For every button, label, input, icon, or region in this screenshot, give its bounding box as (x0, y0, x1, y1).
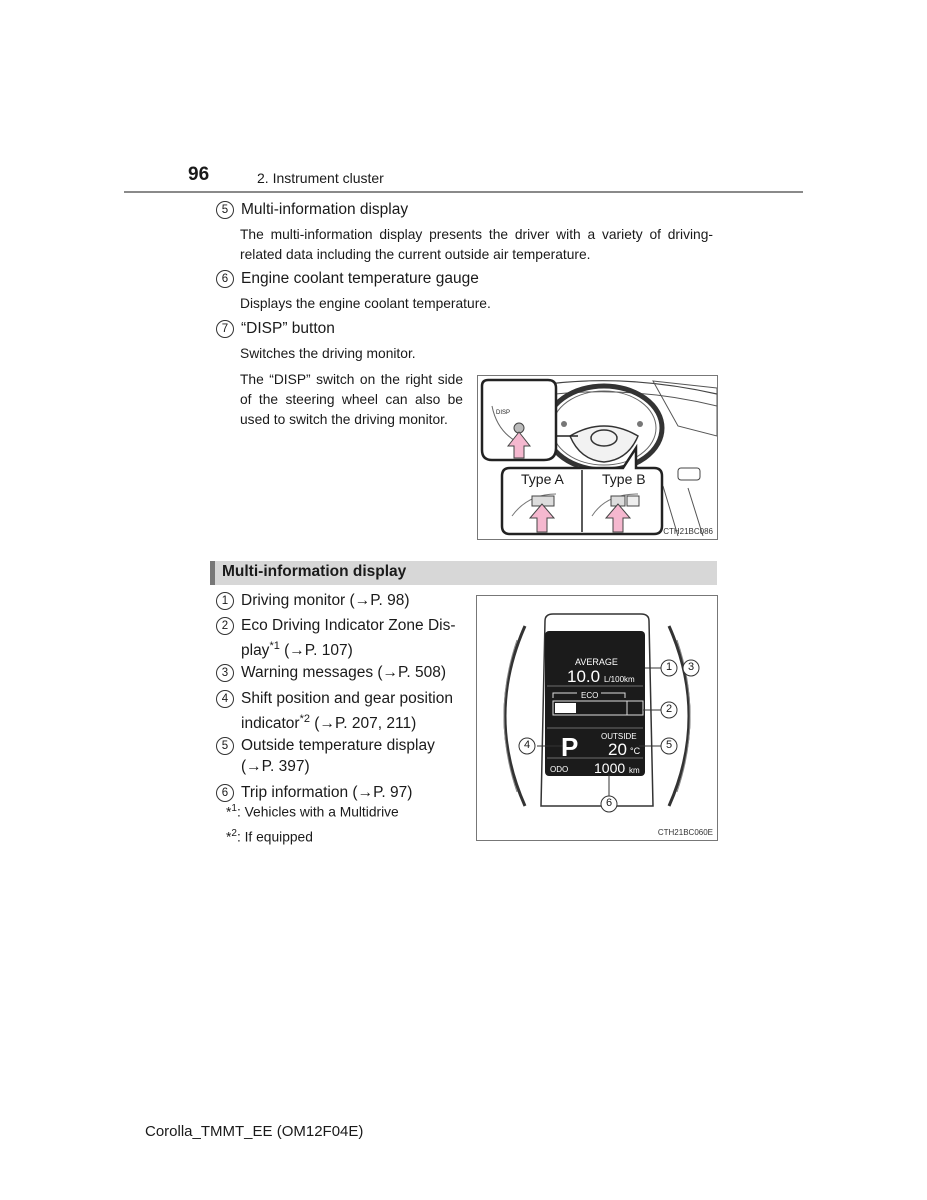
list-item (216, 615, 466, 662)
type-a-label: Type A (521, 471, 564, 487)
item-6-heading (216, 270, 479, 288)
figure-code: CTH21BC060E (657, 828, 713, 837)
chapter-title: 2. Instrument cluster (257, 170, 384, 186)
item-title: “DISP” button (241, 320, 335, 337)
number-4-icon: 4 (216, 690, 234, 708)
header-divider (124, 191, 803, 193)
item-list (216, 590, 466, 804)
footnote-ref: *2 (299, 713, 310, 725)
footnote-2: *$^2$: If equipped (226, 828, 313, 845)
footnote-1: *$^1$: Vehicles with a Multidrive (226, 803, 399, 820)
callout-2: 2 (665, 703, 673, 715)
number-2-icon: 2 (216, 617, 234, 635)
multi-info-display-figure (476, 595, 718, 841)
odometer-value: 1000 (594, 760, 626, 776)
item-title: Multi-information display (241, 201, 409, 218)
list-item-text: Eco Driving Indicator Zone Dis- (241, 617, 456, 634)
odo-label: ODO (550, 765, 569, 774)
list-item (216, 662, 466, 688)
footer-text: Corolla_TMMT_EE (OM12F04E) (145, 1123, 364, 1140)
average-label: AVERAGE (575, 657, 618, 667)
list-item (216, 735, 466, 782)
callout-3: 3 (687, 661, 695, 673)
item-5-heading (216, 201, 408, 219)
outside-label: OUTSIDE (601, 732, 637, 741)
odometer-unit: km (629, 766, 640, 775)
list-item-text: (→P. 107) (279, 642, 353, 660)
footnote-ref: *1 (269, 640, 280, 652)
gear-indicator: P (561, 732, 579, 762)
list-item (216, 688, 466, 735)
list-item-text: Driving monitor (→P. 98) (241, 592, 410, 609)
steering-wheel-illustration (478, 376, 717, 539)
list-item-text: (→P. 207, 211) (310, 715, 417, 733)
number-5-icon: 5 (216, 201, 234, 219)
callout-5: 5 (665, 739, 673, 751)
list-item-text: Outside temperature display (241, 737, 435, 754)
disp-label: DISP (496, 410, 511, 416)
number-6-icon: 6 (216, 270, 234, 288)
callout-4: 4 (523, 739, 531, 751)
number-7-icon: 7 (216, 320, 234, 338)
list-item-text: play (241, 642, 270, 660)
number-6-icon: 6 (216, 784, 234, 802)
item-7-note: The “DISP” switch on the right side of the steering wheel can also be used to switch the driving monitor. (240, 372, 463, 427)
item-6-description: Displays the engine coolant temperature. (240, 296, 491, 311)
item-7-heading (216, 320, 335, 338)
number-3-icon: 3 (216, 664, 234, 682)
item-7-description: Switches the driving monitor. (240, 346, 416, 361)
number-5-icon: 5 (216, 737, 234, 755)
consumption-unit: L/100km (604, 675, 635, 684)
number-1-icon: 1 (216, 592, 234, 610)
consumption-value: 10.0 (567, 667, 601, 686)
temperature-value: 20 (608, 740, 627, 759)
display-illustration (477, 596, 717, 840)
type-b-label: Type B (602, 471, 646, 487)
callout-1: 1 (665, 661, 673, 673)
page-number: 96 (188, 164, 210, 185)
list-item-text: Trip information (→P. 97) (241, 784, 413, 801)
temperature-unit: °C (630, 746, 641, 756)
item-title: Engine coolant temperature gauge (241, 270, 479, 287)
item-5-description: The multi-information display presents the driver with a variety of driving-related data including the current outside air temperature. (240, 227, 713, 262)
figure-code: CTH21BC086 (663, 527, 713, 536)
list-item-text: indicator (241, 715, 300, 733)
list-item-text: Shift position and gear position (241, 690, 453, 707)
list-item (216, 590, 466, 615)
list-item-text: Warning messages (→P. 508) (241, 664, 447, 681)
section-title: Multi-information display (222, 563, 407, 580)
eco-label: ECO (581, 691, 599, 700)
list-item-text: (→P. 397) (241, 758, 310, 775)
steering-wheel-figure (477, 375, 718, 540)
callout-6: 6 (605, 797, 613, 809)
list-item (216, 782, 466, 804)
